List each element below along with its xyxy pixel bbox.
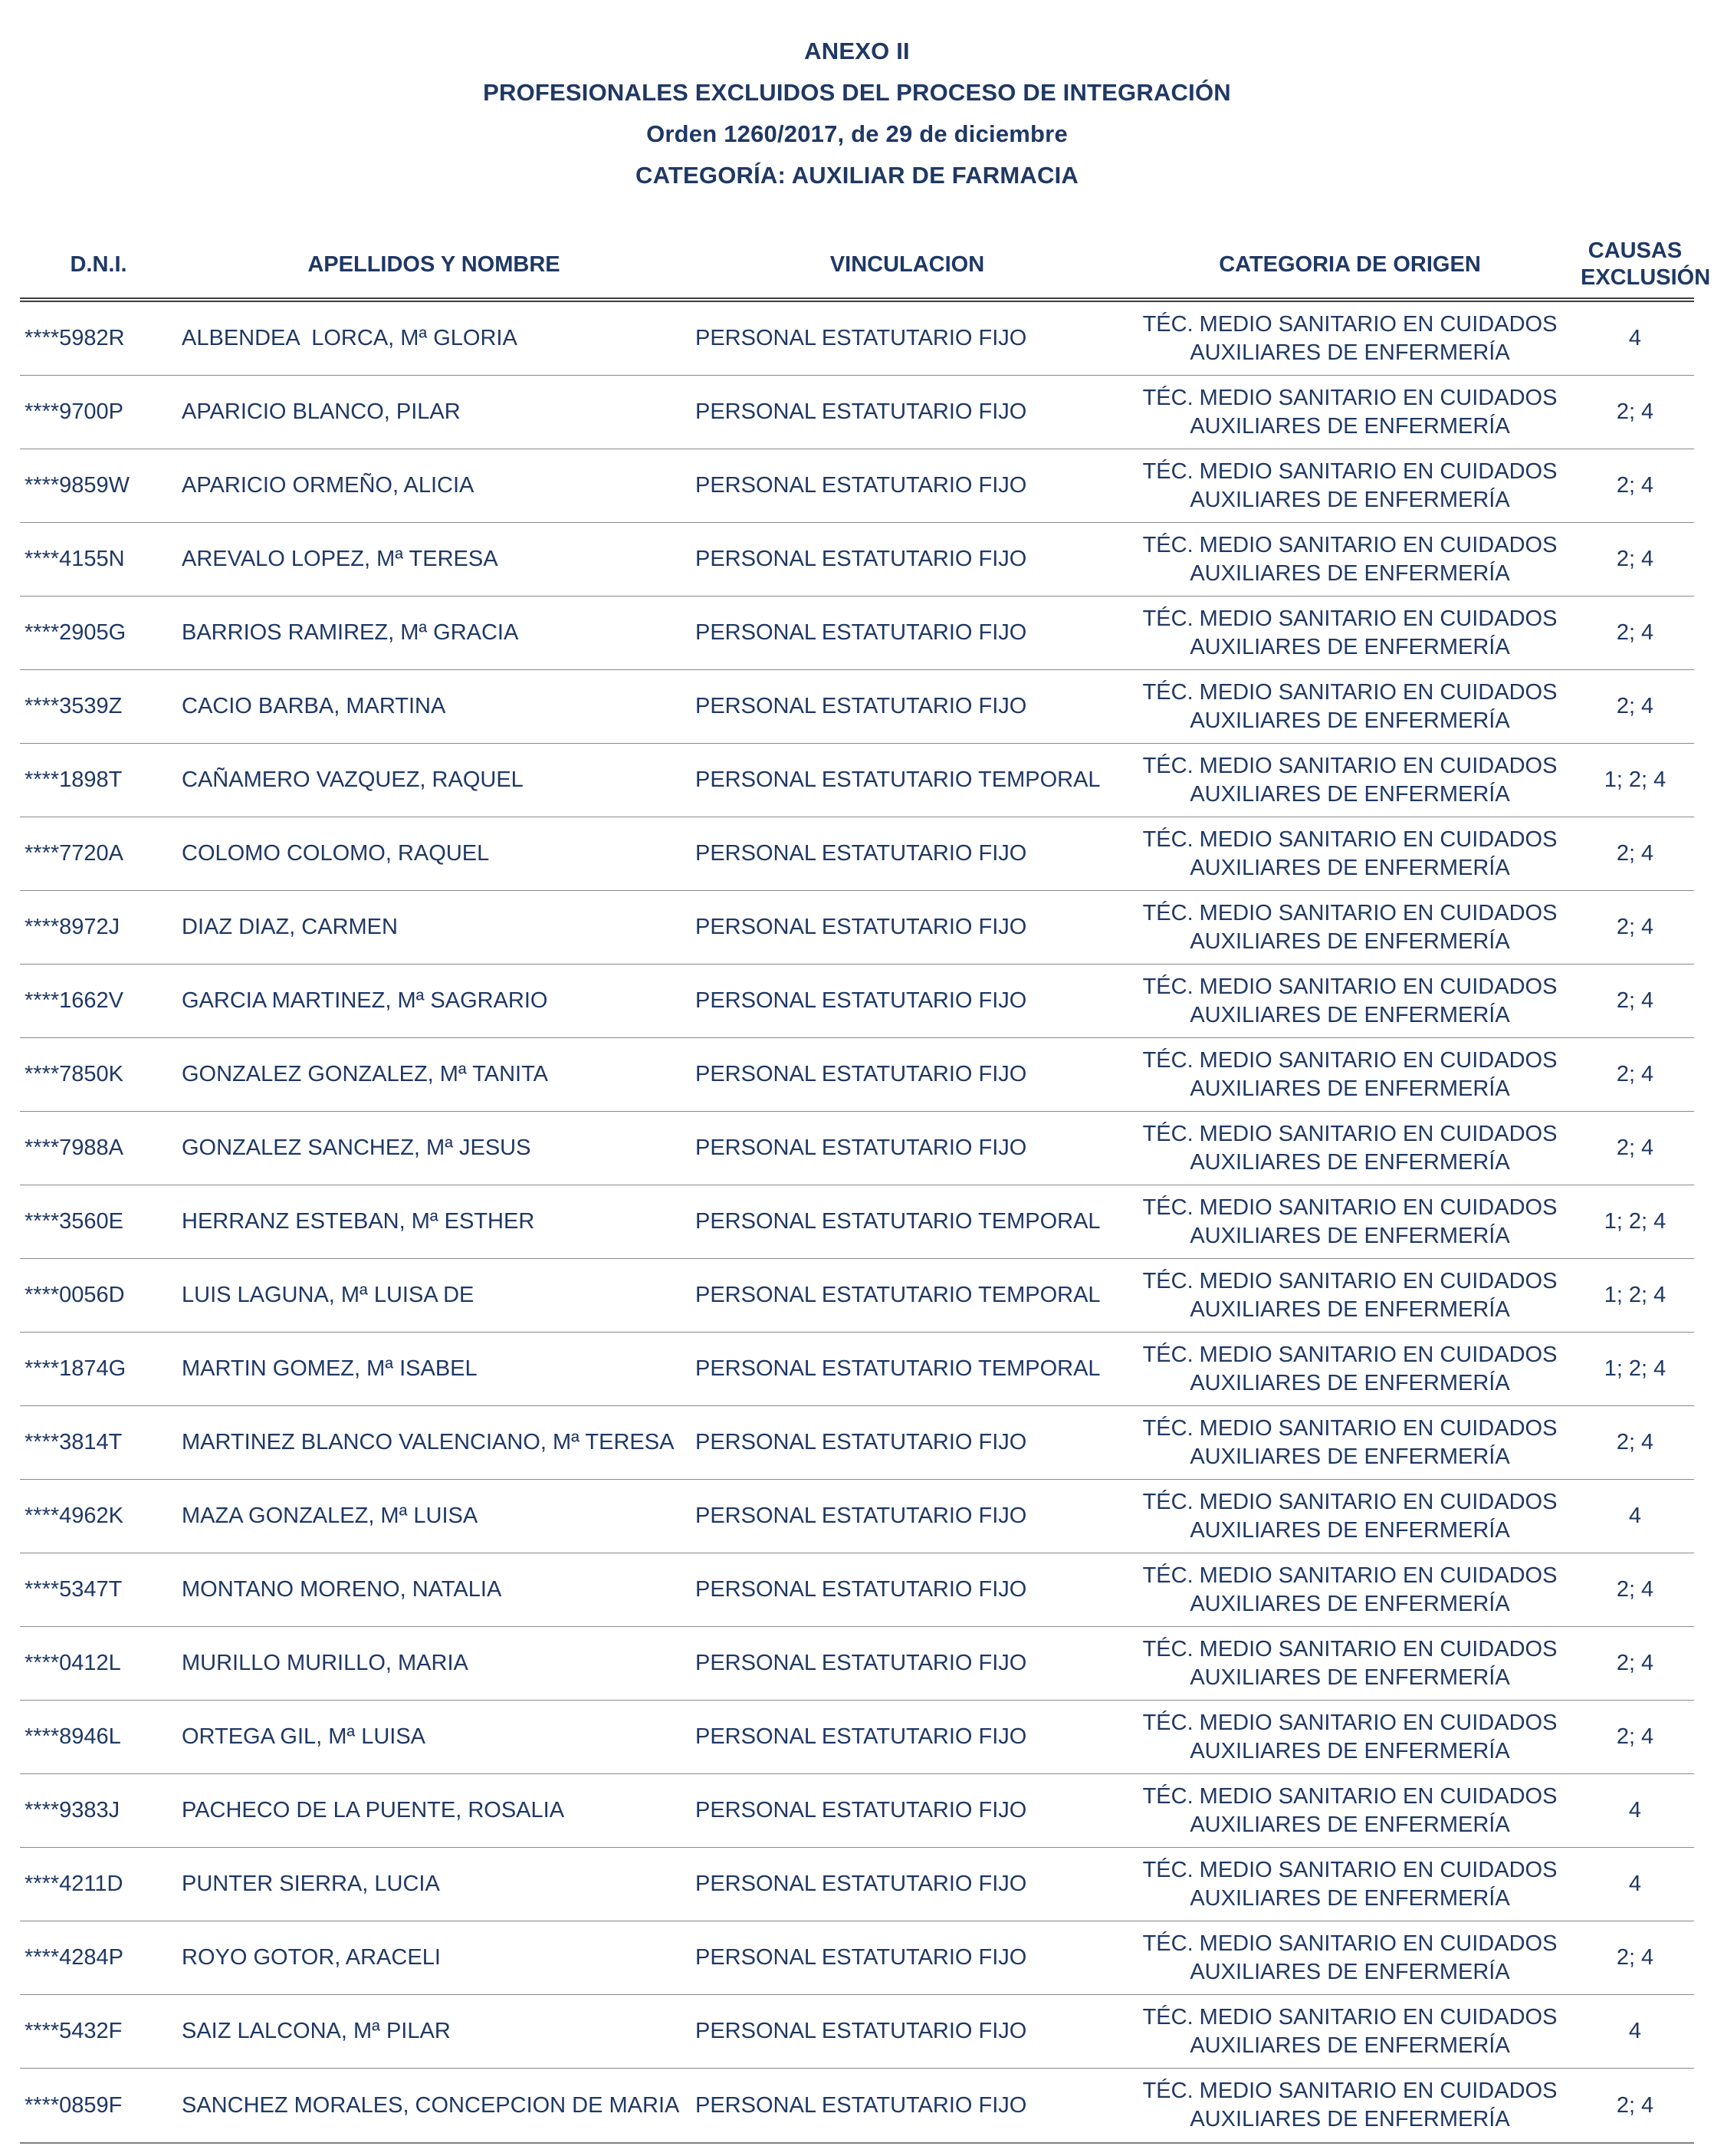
cell-origen [1124,1930,1576,1987]
table-row [20,1112,1694,1185]
table-row [20,1848,1694,1921]
cell-origen [1124,605,1576,662]
cell-dni: ****3814T [25,1430,123,1454]
cell-origen-line2: AUXILIARES DE ENFERMERÍA [1190,1885,1510,1911]
cell-dni: ****4211D [25,1872,123,1896]
cell-dni: ****7988A [25,1136,123,1160]
cell-origen-line1: TÉC. MEDIO SANITARIO EN CUIDADOS [1142,753,1558,778]
cell-vinculacion: PERSONAL ESTATUTARIO FIJO [695,473,1027,498]
table-row [20,965,1694,1038]
cell-dni: ****4155N [25,547,125,571]
cell-vinculacion: PERSONAL ESTATUTARIO FIJO [695,547,1027,571]
table-row [20,1627,1694,1701]
cell-origen [1124,973,1576,1030]
cell-nombre: APARICIO BLANCO, PILAR [182,399,461,424]
exclusions-table [20,232,1711,2144]
table-row [20,302,1694,376]
cell-origen-line1: TÉC. MEDIO SANITARIO EN CUIDADOS [1142,679,1558,705]
cell-causas: 2; 4 [1616,1945,1654,1970]
cell-origen [1124,1488,1576,1545]
cell-origen-line1: TÉC. MEDIO SANITARIO EN CUIDADOS [1142,1710,1558,1735]
cell-nombre: GARCIA MARTINEZ, Mª SAGRARIO [182,988,548,1013]
cell-causas: 4 [1628,1872,1642,1896]
table-row [20,523,1694,597]
cell-origen-line1: TÉC. MEDIO SANITARIO EN CUIDADOS [1142,385,1558,410]
cell-nombre: APARICIO ORMEÑO, ALICIA [182,473,474,498]
cell-nombre: MARTIN GOMEZ, Mª ISABEL [182,1356,478,1381]
cell-dni: ****9383J [25,1798,120,1822]
cell-nombre: MAZA GONZALEZ, Mª LUISA [182,1504,478,1528]
cell-dni: ****1874G [25,1356,126,1381]
cell-causas: 4 [1628,1798,1642,1822]
cell-causas: 4 [1628,1504,1642,1528]
cell-origen-line1: TÉC. MEDIO SANITARIO EN CUIDADOS [1142,1415,1558,1441]
cell-origen-line1: TÉC. MEDIO SANITARIO EN CUIDADOS [1142,974,1558,999]
cell-vinculacion: PERSONAL ESTATUTARIO FIJO [695,620,1027,645]
cell-origen-line2: AUXILIARES DE ENFERMERÍA [1190,1002,1510,1027]
cell-origen-line2: AUXILIARES DE ENFERMERÍA [1190,1738,1510,1763]
cell-dni: ****8946L [25,1724,121,1749]
cell-vinculacion: PERSONAL ESTATUTARIO FIJO [695,1798,1027,1822]
order-reference: Orden 1260/2017, de 29 de diciembre [646,120,1068,147]
cell-origen-line2: AUXILIARES DE ENFERMERÍA [1190,708,1510,733]
cell-vinculacion: PERSONAL ESTATUTARIO FIJO [695,915,1027,939]
cell-dni: ****1662V [25,988,123,1013]
cell-origen-line2: AUXILIARES DE ENFERMERÍA [1190,1149,1510,1175]
cell-dni: ****4962K [25,1504,123,1528]
table-row [20,1185,1694,1259]
cell-nombre: MARTINEZ BLANCO VALENCIANO, Mª TERESA [182,1430,675,1454]
cell-origen [1124,1415,1576,1471]
cell-origen-line2: AUXILIARES DE ENFERMERÍA [1190,560,1510,586]
cell-origen-line2: AUXILIARES DE ENFERMERÍA [1190,1665,1510,1690]
column-header-vinculacion: VINCULACION [829,251,985,277]
cell-nombre: PACHECO DE LA PUENTE, ROSALIA [182,1798,565,1822]
cell-origen-line1: TÉC. MEDIO SANITARIO EN CUIDADOS [1142,1636,1558,1661]
cell-vinculacion: PERSONAL ESTATUTARIO FIJO [695,1062,1027,1086]
cell-causas: 2; 4 [1616,1062,1654,1086]
cell-causas: 2; 4 [1616,988,1654,1013]
cell-dni: ****2905G [25,620,126,645]
cell-vinculacion: PERSONAL ESTATUTARIO FIJO [695,1136,1027,1160]
table-row [20,1774,1694,1848]
cell-dni: ****3560E [25,1209,123,1234]
cell-causas: 2; 4 [1616,915,1654,939]
table-row [20,1995,1694,2069]
cell-origen-line2: AUXILIARES DE ENFERMERÍA [1190,1370,1510,1395]
column-header-nombre: APELLIDOS Y NOMBRE [307,251,560,277]
cell-origen-line1: TÉC. MEDIO SANITARIO EN CUIDADOS [1142,458,1558,484]
cell-dni: ****3539Z [25,694,123,718]
cell-nombre: HERRANZ ESTEBAN, Mª ESTHER [182,1209,535,1234]
cell-causas: 4 [1628,2019,1642,2043]
cell-vinculacion: PERSONAL ESTATUTARIO TEMPORAL [695,1209,1101,1234]
cell-nombre: ALBENDEA LORCA, Mª GLORIA [182,326,517,350]
table-row [20,1553,1694,1627]
cell-nombre: GONZALEZ GONZALEZ, Mª TANITA [182,1062,549,1086]
table-row [20,1038,1694,1112]
cell-origen-line1: TÉC. MEDIO SANITARIO EN CUIDADOS [1142,532,1558,557]
cell-dni: ****9700P [25,399,123,424]
column-header-origen: CATEGORIA DE ORIGEN [1219,251,1481,277]
cell-origen [1124,1120,1576,1177]
cell-vinculacion: PERSONAL ESTATUTARIO TEMPORAL [695,1283,1101,1307]
cell-causas: 1; 2; 4 [1604,1209,1666,1234]
cell-origen-line2: AUXILIARES DE ENFERMERÍA [1190,1076,1510,1101]
cell-causas: 4 [1628,326,1642,350]
cell-vinculacion: PERSONAL ESTATUTARIO FIJO [695,326,1027,350]
table-row [20,891,1694,965]
cell-origen-line1: TÉC. MEDIO SANITARIO EN CUIDADOS [1142,900,1558,925]
cell-causas: 2; 4 [1616,1430,1654,1454]
cell-origen-line2: AUXILIARES DE ENFERMERÍA [1190,1223,1510,1248]
cell-dni: ****7720A [25,841,123,866]
cell-nombre: ORTEGA GIL, Mª LUISA [182,1724,426,1749]
cell-origen-line1: TÉC. MEDIO SANITARIO EN CUIDADOS [1142,1342,1558,1367]
cell-nombre: PUNTER SIERRA, LUCIA [182,1872,440,1896]
cell-dni: ****5432F [25,2019,123,2043]
cell-causas: 2; 4 [1616,399,1654,424]
cell-vinculacion: PERSONAL ESTATUTARIO FIJO [695,399,1027,424]
cell-vinculacion: PERSONAL ESTATUTARIO FIJO [695,2019,1027,2043]
table-row [20,817,1694,891]
cell-origen-line2: AUXILIARES DE ENFERMERÍA [1190,928,1510,954]
table-row [20,1406,1694,1480]
cell-origen [1124,1267,1576,1324]
cell-origen [1124,1341,1576,1398]
cell-vinculacion: PERSONAL ESTATUTARIO FIJO [695,1724,1027,1749]
cell-vinculacion: PERSONAL ESTATUTARIO FIJO [695,1651,1027,1675]
cell-origen-line2: AUXILIARES DE ENFERMERÍA [1190,781,1510,807]
cell-origen-line2: AUXILIARES DE ENFERMERÍA [1190,1591,1510,1616]
table-row [20,1333,1694,1406]
column-header-causas-line1: CAUSAS [1588,238,1683,263]
cell-origen-line1: TÉC. MEDIO SANITARIO EN CUIDADOS [1142,2079,1558,2103]
cell-origen-line1: TÉC. MEDIO SANITARIO EN CUIDADOS [1142,606,1558,631]
cell-origen [1124,2077,1576,2134]
cell-nombre: CACIO BARBA, MARTINA [182,694,446,718]
column-header-causas [1576,238,1711,291]
cell-vinculacion: PERSONAL ESTATUTARIO FIJO [695,1945,1027,1970]
annex-title: ANEXO II [804,38,910,64]
cell-origen-line1: TÉC. MEDIO SANITARIO EN CUIDADOS [1142,2004,1558,2029]
cell-origen [1124,899,1576,956]
cell-vinculacion: PERSONAL ESTATUTARIO TEMPORAL [695,767,1101,792]
cell-vinculacion: PERSONAL ESTATUTARIO FIJO [695,694,1027,718]
cell-causas: 2; 4 [1616,1577,1654,1602]
cell-origen-line2: AUXILIARES DE ENFERMERÍA [1190,634,1510,659]
cell-origen-line1: TÉC. MEDIO SANITARIO EN CUIDADOS [1142,1857,1558,1882]
cell-dni: ****0859F [25,2092,123,2118]
cell-dni: ****0412L [25,1651,121,1675]
cell-causas: 1; 2; 4 [1604,1283,1666,1307]
cell-origen [1124,1047,1576,1103]
cell-vinculacion: PERSONAL ESTATUTARIO TEMPORAL [695,1356,1101,1381]
cell-nombre: ROYO GOTOR, ARACELI [182,1945,441,1970]
cell-origen-line2: AUXILIARES DE ENFERMERÍA [1190,487,1510,512]
cell-causas: 2; 4 [1616,620,1654,645]
cell-origen [1124,531,1576,588]
table-row [20,1480,1694,1553]
column-header-dni: D.N.I. [70,251,127,277]
cell-nombre: BARRIOS RAMIREZ, Mª GRACIA [182,620,519,645]
cell-nombre: SANCHEZ MORALES, CONCEPCION DE MARIA [182,2092,680,2118]
cell-dni: ****9859W [25,473,130,498]
category-title: CATEGORÍA: AUXILIAR DE FARMACIA [635,162,1079,189]
cell-origen-line1: TÉC. MEDIO SANITARIO EN CUIDADOS [1142,1489,1558,1514]
cell-origen-line1: TÉC. MEDIO SANITARIO EN CUIDADOS [1142,1563,1558,1588]
cell-origen-line2: AUXILIARES DE ENFERMERÍA [1190,2033,1510,2058]
table-row [20,376,1694,449]
cell-causas: 2; 4 [1616,1651,1654,1675]
cell-origen [1124,1856,1576,1913]
table-header-row [20,232,1711,302]
cell-vinculacion: PERSONAL ESTATUTARIO FIJO [695,841,1027,866]
cell-dni: ****5347T [25,1577,123,1602]
cell-dni: ****1898T [25,767,123,792]
table-row [20,1921,1694,1995]
document-header [20,31,1694,196]
cell-origen-line1: TÉC. MEDIO SANITARIO EN CUIDADOS [1142,1268,1558,1293]
table-row [20,449,1694,523]
cell-causas: 2; 4 [1616,841,1654,866]
cell-causas: 2; 4 [1616,2092,1654,2118]
cell-origen [1124,1194,1576,1251]
cell-origen [1124,1562,1576,1619]
table-row [20,2069,1694,2142]
cell-causas: 1; 2; 4 [1604,1356,1666,1381]
table-row [20,597,1694,670]
cell-origen [1124,2003,1576,2060]
cell-origen [1124,311,1576,367]
table-row [20,1259,1694,1333]
cell-origen [1124,1783,1576,1839]
cell-origen-line2: AUXILIARES DE ENFERMERÍA [1190,413,1510,439]
cell-vinculacion: PERSONAL ESTATUTARIO FIJO [695,1504,1027,1528]
cell-causas: 2; 4 [1616,1136,1654,1160]
cell-dni: ****5982R [25,326,125,350]
table-row [20,670,1694,744]
cell-origen [1124,1635,1576,1692]
cell-vinculacion: PERSONAL ESTATUTARIO FIJO [695,1577,1027,1602]
cell-origen-line1: TÉC. MEDIO SANITARIO EN CUIDADOS [1142,827,1558,852]
cell-origen [1124,826,1576,882]
cell-origen-line2: AUXILIARES DE ENFERMERÍA [1190,1444,1510,1469]
cell-dni: ****4284P [25,1945,123,1970]
cell-origen [1124,752,1576,809]
cell-nombre: AREVALO LOPEZ, Mª TERESA [182,547,498,571]
cell-origen-line1: TÉC. MEDIO SANITARIO EN CUIDADOS [1142,1047,1558,1073]
cell-causas: 2; 4 [1616,473,1654,498]
cell-origen-line2: AUXILIARES DE ENFERMERÍA [1190,340,1510,365]
cell-origen-line2: AUXILIARES DE ENFERMERÍA [1190,855,1510,880]
cell-causas: 1; 2; 4 [1604,767,1666,792]
cell-origen-line1: TÉC. MEDIO SANITARIO EN CUIDADOS [1142,1783,1558,1809]
cell-nombre: COLOMO COLOMO, RAQUEL [182,841,490,866]
cell-nombre: MONTANO MORENO, NATALIA [182,1577,502,1602]
cell-dni: ****8972J [25,915,120,939]
cell-causas: 2; 4 [1616,694,1654,718]
cell-causas: 2; 4 [1616,1724,1654,1749]
cell-vinculacion: PERSONAL ESTATUTARIO FIJO [695,988,1027,1013]
cell-origen-line2: AUXILIARES DE ENFERMERÍA [1190,2107,1510,2131]
table-body [20,302,1694,2142]
cell-origen [1124,384,1576,441]
cell-dni: ****0056D [25,1283,125,1307]
cell-nombre: MURILLO MURILLO, MARIA [182,1651,468,1675]
column-header-causas-line2: EXCLUSIÓN [1581,265,1711,290]
cell-vinculacion: PERSONAL ESTATUTARIO FIJO [695,1872,1027,1896]
cell-origen [1124,679,1576,735]
cell-origen-line2: AUXILIARES DE ENFERMERÍA [1190,1959,1510,1984]
cell-origen [1124,458,1576,514]
document-title: PROFESIONALES EXCLUIDOS DEL PROCESO DE INTEGRACIÓN [483,79,1231,106]
cell-origen-line1: TÉC. MEDIO SANITARIO EN CUIDADOS [1142,1121,1558,1146]
cell-nombre: DIAZ DIAZ, CARMEN [182,915,398,939]
cell-origen-line1: TÉC. MEDIO SANITARIO EN CUIDADOS [1142,1931,1558,1956]
cell-causas: 2; 4 [1616,547,1654,571]
cell-nombre: LUIS LAGUNA, Mª LUISA DE [182,1283,474,1307]
cell-nombre: CAÑAMERO VAZQUEZ, RAQUEL [182,767,524,792]
cell-origen-line2: AUXILIARES DE ENFERMERÍA [1190,1517,1510,1543]
cell-nombre: GONZALEZ SANCHEZ, Mª JESUS [182,1136,531,1160]
cell-origen-line2: AUXILIARES DE ENFERMERÍA [1190,1812,1510,1837]
cell-origen [1124,1709,1576,1766]
table-row [20,1701,1694,1774]
cell-dni: ****7850K [25,1062,123,1086]
cell-nombre: SAIZ LALCONA, Mª PILAR [182,2019,451,2043]
cell-vinculacion: PERSONAL ESTATUTARIO FIJO [695,2092,1027,2118]
cell-vinculacion: PERSONAL ESTATUTARIO FIJO [695,1430,1027,1454]
table-row [20,744,1694,817]
cell-origen-line1: TÉC. MEDIO SANITARIO EN CUIDADOS [1142,1195,1558,1220]
cell-origen-line1: TÉC. MEDIO SANITARIO EN CUIDADOS [1142,311,1558,337]
cell-origen-line2: AUXILIARES DE ENFERMERÍA [1190,1297,1510,1322]
